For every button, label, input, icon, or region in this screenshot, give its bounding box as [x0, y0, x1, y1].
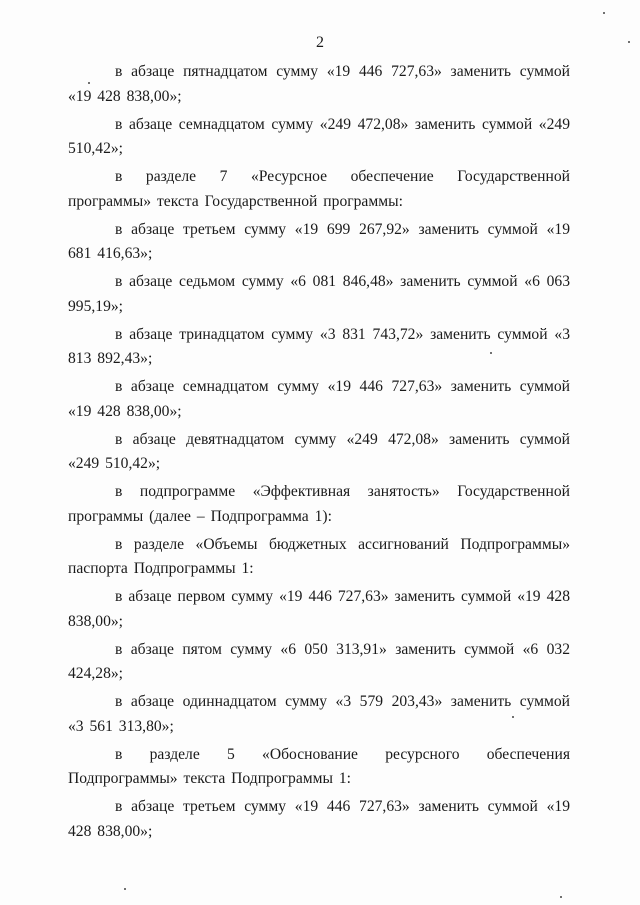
scan-speck	[124, 888, 126, 890]
document-body	[68, 60, 570, 848]
scan-speck	[512, 716, 514, 718]
paragraph-14: в разделе 5 «Обоснование ресурсного обеспечения Подпрограммы» текста Подпрограммы 1:	[68, 745, 570, 787]
paragraph-8: в абзаце девятнадцатом сумму «249 472,08» заменить суммой «249 510,42»;	[68, 430, 570, 472]
paragraph-4: в абзаце третьем сумму «19 699 267,92» заменить суммой «19 681 416,63»;	[68, 220, 570, 262]
page-number: 2	[316, 34, 324, 51]
paragraph-10: в разделе «Объемы бюджетных ассигнований Подпрограммы» паспорта Подпрограммы 1:	[68, 535, 570, 577]
paragraph-6: в абзаце тринадцатом сумму «3 831 743,72» заменить суммой «3 813 892,43»;	[68, 325, 570, 367]
paragraph-5: в абзаце седьмом сумму «6 081 846,48» заменить суммой «6 063 995,19»;	[68, 273, 570, 315]
paragraph-11: в абзаце первом сумму «19 446 727,63» заменить суммой «19 428 838,00»;	[68, 588, 570, 630]
paragraph-2: в абзаце семнадцатом сумму «249 472,08» заменить суммой «249 510,42»;	[68, 115, 570, 157]
paragraph-15: в абзаце третьем сумму «19 446 727,63» заменить суммой «19 428 838,00»;	[68, 798, 570, 840]
scan-speck	[628, 41, 630, 43]
paragraph-13: в абзаце одиннадцатом сумму «3 579 203,43» заменить суммой «3 561 313,80»;	[68, 693, 570, 735]
scan-speck	[88, 82, 90, 84]
paragraph-12: в абзаце пятом сумму «6 050 313,91» заменить суммой «6 032 424,28»;	[68, 640, 570, 682]
scan-speck	[490, 352, 492, 354]
paragraph-9: в подпрограмме «Эффективная занятость» Государственной программы (далее – Подпрограмма 1):	[68, 483, 570, 525]
scan-speck	[603, 12, 605, 14]
scan-speck	[560, 896, 562, 898]
paragraph-3: в разделе 7 «Ресурсное обеспечение Государственной программы» текста Государственной программы:	[68, 168, 570, 210]
paragraph-7: в абзаце семнадцатом сумму «19 446 727,63» заменить суммой «19 428 838,00»;	[68, 378, 570, 420]
paragraph-1: в абзаце пятнадцатом сумму «19 446 727,63» заменить суммой «19 428 838,00»;	[68, 63, 570, 105]
